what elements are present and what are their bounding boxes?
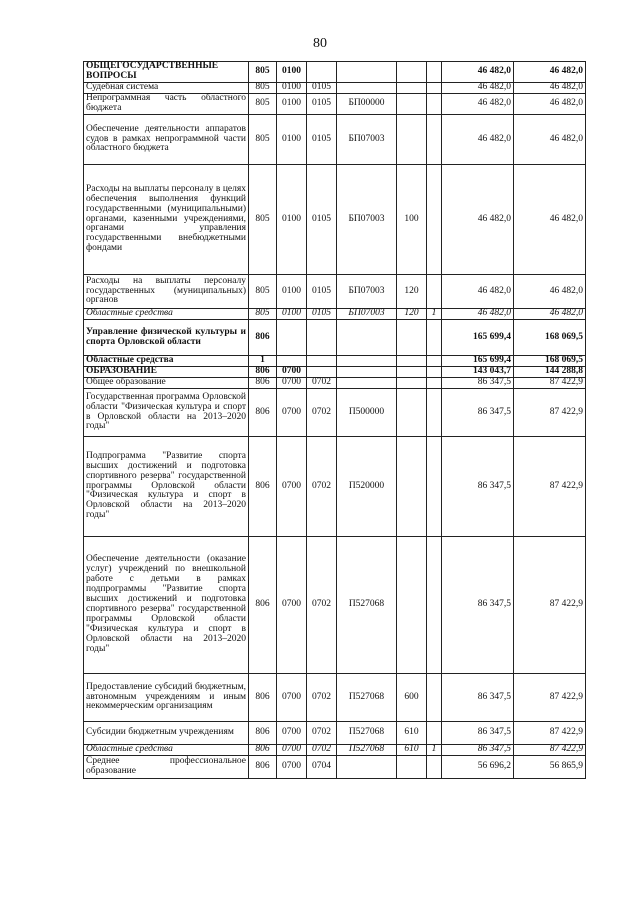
table-row (84, 275, 586, 309)
table-row (84, 367, 586, 378)
admin-code-cell: 806 (249, 378, 277, 389)
section-code-cell: 0100 (277, 275, 307, 309)
expense-type-cell: 610 (397, 722, 427, 745)
expense-type-cell (397, 389, 427, 437)
table-row (84, 537, 586, 674)
amount-year1-cell: 86 347,5 (442, 537, 514, 674)
admin-code-cell: 806 (249, 722, 277, 745)
admin-code-cell: 805 (249, 115, 277, 165)
subsection-code-cell: 0702 (307, 674, 337, 722)
table-row (84, 722, 586, 745)
amount-year2-cell: 46 482,0 (514, 165, 586, 275)
target-article-cell (337, 378, 397, 389)
funding-source-cell (427, 367, 442, 378)
amount-year1-cell: 143 043,7 (442, 367, 514, 378)
amount-year2-cell: 87 422,9 (514, 537, 586, 674)
section-code-cell: 0700 (277, 756, 307, 779)
table-row (84, 356, 586, 367)
amount-year2-cell: 87 422,9 (514, 745, 586, 756)
table-row (84, 320, 586, 356)
section-code-cell: 0700 (277, 722, 307, 745)
admin-code-cell: 806 (249, 537, 277, 674)
target-article-cell (337, 356, 397, 367)
subsection-code-cell (307, 367, 337, 378)
row-name-cell: Среднее профессиональное образование (84, 756, 249, 779)
admin-code-cell: 805 (249, 275, 277, 309)
expense-type-cell (397, 115, 427, 165)
expense-type-cell: 100 (397, 165, 427, 275)
funding-source-cell (427, 320, 442, 356)
target-article-cell: П527068 (337, 674, 397, 722)
expense-type-cell (397, 62, 427, 83)
subsection-code-cell: 0704 (307, 756, 337, 779)
row-name-cell: Непрограммная часть областного бюджета (84, 94, 249, 115)
subsection-code-cell: 0105 (307, 275, 337, 309)
budget-table (83, 61, 586, 779)
target-article-cell: БП07003 (337, 309, 397, 320)
subsection-code-cell: 0105 (307, 94, 337, 115)
funding-source-cell: 1 (427, 745, 442, 756)
funding-source-cell (427, 722, 442, 745)
amount-year1-cell: 86 347,5 (442, 722, 514, 745)
funding-source-cell: 1 (427, 309, 442, 320)
row-name-cell: Подпрограмма "Развитие спорта высших достижений и подготовка спортивного резерва" государственной программы Орловской области "Физическая культура и спорт в Орловской области на 2013–2020 годы" (84, 437, 249, 537)
table-body (84, 62, 586, 779)
admin-code-cell: 805 (249, 94, 277, 115)
expense-type-cell (397, 94, 427, 115)
section-code-cell: 0700 (277, 367, 307, 378)
expense-type-cell (397, 367, 427, 378)
section-code-cell: 0100 (277, 83, 307, 94)
target-article-cell (337, 62, 397, 83)
subsection-code-cell: 0702 (307, 537, 337, 674)
amount-year2-cell: 87 422,9 (514, 722, 586, 745)
funding-source-cell (427, 275, 442, 309)
amount-year1-cell: 86 347,5 (442, 437, 514, 537)
section-code-cell: 0700 (277, 537, 307, 674)
funding-source-cell (427, 94, 442, 115)
amount-year2-cell: 46 482,0 (514, 94, 586, 115)
row-name-cell: Государственная программа Орловской области "Физическая культура и спорт в Орловской области на 2013–2020 годы" (84, 389, 249, 437)
amount-year1-cell: 46 482,0 (442, 94, 514, 115)
admin-code-cell: 805 (249, 309, 277, 320)
amount-year2-cell: 87 422,9 (514, 674, 586, 722)
admin-code-cell: 805 (249, 165, 277, 275)
row-name-cell: Обеспечение деятельности аппаратов судов в рамках непрограммной части областного бюджета (84, 115, 249, 165)
table-row (84, 94, 586, 115)
table-row (84, 745, 586, 756)
row-name-cell: Управление физической культуры и спорта Орловской области (84, 320, 249, 356)
expense-type-cell (397, 356, 427, 367)
target-article-cell: П520000 (337, 437, 397, 537)
table-row (84, 62, 586, 83)
row-name-cell: Обеспечение деятельности (оказание услуг) учреждений по внешкольной работе с детьми в рамках подпрограммы "Развитие спорта высших достижений и подготовка спортивного резерва" государственной программы Орловской области "Физическая культура и спорт в Орловской области на 2013–2020 годы" (84, 537, 249, 674)
admin-code-cell: 806 (249, 437, 277, 537)
subsection-code-cell: 0105 (307, 165, 337, 275)
amount-year1-cell: 56 696,2 (442, 756, 514, 779)
amount-year2-cell: 46 482,0 (514, 62, 586, 83)
funding-source-cell (427, 756, 442, 779)
amount-year1-cell: 46 482,0 (442, 83, 514, 94)
section-code-cell: 0100 (277, 94, 307, 115)
section-code-cell: 0100 (277, 309, 307, 320)
expense-type-cell (397, 83, 427, 94)
amount-year2-cell: 46 482,0 (514, 115, 586, 165)
admin-code-cell: 1 (249, 356, 277, 367)
row-name-cell: Предоставление субсидий бюджетным, автономным учреждениям и иным некоммерческим организациям (84, 674, 249, 722)
target-article-cell: БП07003 (337, 275, 397, 309)
target-article-cell: БП07003 (337, 165, 397, 275)
table-row (84, 389, 586, 437)
expense-type-cell: 610 (397, 745, 427, 756)
amount-year2-cell: 56 865,9 (514, 756, 586, 779)
amount-year2-cell: 144 288,8 (514, 367, 586, 378)
amount-year1-cell: 46 482,0 (442, 275, 514, 309)
expense-type-cell (397, 320, 427, 356)
expense-type-cell (397, 378, 427, 389)
funding-source-cell (427, 62, 442, 83)
expense-type-cell: 120 (397, 309, 427, 320)
row-name-cell: Субсидии бюджетным учреждениям (84, 722, 249, 745)
target-article-cell (337, 756, 397, 779)
admin-code-cell: 806 (249, 674, 277, 722)
subsection-code-cell: 0105 (307, 309, 337, 320)
amount-year1-cell: 46 482,0 (442, 62, 514, 83)
section-code-cell: 0700 (277, 389, 307, 437)
admin-code-cell: 806 (249, 320, 277, 356)
row-name-cell: Расходы на выплаты персоналу в целях обеспечения выполнения функций государственными (муниципальными) органами, казенными учреждениями, органами управления государственными внебюджетными фондами (84, 165, 249, 275)
funding-source-cell (427, 389, 442, 437)
target-article-cell: П500000 (337, 389, 397, 437)
amount-year2-cell: 46 482,0 (514, 83, 586, 94)
admin-code-cell: 806 (249, 389, 277, 437)
expense-type-cell (397, 537, 427, 674)
target-article-cell (337, 83, 397, 94)
table-row (84, 115, 586, 165)
amount-year2-cell: 87 422,9 (514, 437, 586, 537)
expense-type-cell: 120 (397, 275, 427, 309)
amount-year2-cell: 168 069,5 (514, 356, 586, 367)
amount-year1-cell: 165 699,4 (442, 356, 514, 367)
row-name-cell: Судебная система (84, 83, 249, 94)
subsection-code-cell: 0702 (307, 437, 337, 537)
amount-year2-cell: 46 482,0 (514, 309, 586, 320)
subsection-code-cell (307, 356, 337, 367)
section-code-cell: 0700 (277, 745, 307, 756)
funding-source-cell (427, 356, 442, 367)
amount-year1-cell: 46 482,0 (442, 309, 514, 320)
subsection-code-cell (307, 62, 337, 83)
subsection-code-cell: 0702 (307, 378, 337, 389)
funding-source-cell (427, 378, 442, 389)
section-code-cell: 0100 (277, 165, 307, 275)
admin-code-cell: 806 (249, 367, 277, 378)
amount-year1-cell: 86 347,5 (442, 378, 514, 389)
amount-year2-cell: 168 069,5 (514, 320, 586, 356)
table-row (84, 309, 586, 320)
admin-code-cell: 806 (249, 745, 277, 756)
funding-source-cell (427, 165, 442, 275)
admin-code-cell: 806 (249, 756, 277, 779)
expense-type-cell: 600 (397, 674, 427, 722)
table-row (84, 165, 586, 275)
target-article-cell: П527068 (337, 745, 397, 756)
table-row (84, 83, 586, 94)
row-name-cell: ОБЩЕГОСУДАРСТВЕННЫЕ ВОПРОСЫ (84, 62, 249, 83)
table-row (84, 437, 586, 537)
section-code-cell: 0700 (277, 437, 307, 537)
row-name-cell: Областные средства (84, 745, 249, 756)
amount-year2-cell: 87 422,9 (514, 389, 586, 437)
amount-year1-cell: 46 482,0 (442, 165, 514, 275)
amount-year1-cell: 46 482,0 (442, 115, 514, 165)
target-article-cell: П527068 (337, 722, 397, 745)
target-article-cell (337, 367, 397, 378)
subsection-code-cell: 0702 (307, 389, 337, 437)
row-name-cell: Общее образование (84, 378, 249, 389)
target-article-cell (337, 320, 397, 356)
section-code-cell: 0100 (277, 115, 307, 165)
funding-source-cell (427, 115, 442, 165)
row-name-cell: Расходы на выплаты персоналу государственных (муниципальных) органов (84, 275, 249, 309)
row-name-cell: Областные средства (84, 356, 249, 367)
funding-source-cell (427, 437, 442, 537)
section-code-cell: 0100 (277, 62, 307, 83)
subsection-code-cell (307, 320, 337, 356)
amount-year1-cell: 86 347,5 (442, 745, 514, 756)
expense-type-cell (397, 756, 427, 779)
expense-type-cell (397, 437, 427, 537)
amount-year2-cell: 46 482,0 (514, 275, 586, 309)
admin-code-cell: 805 (249, 62, 277, 83)
subsection-code-cell: 0702 (307, 722, 337, 745)
amount-year1-cell: 86 347,5 (442, 389, 514, 437)
section-code-cell: 0700 (277, 674, 307, 722)
funding-source-cell (427, 83, 442, 94)
funding-source-cell (427, 674, 442, 722)
row-name-cell: ОБРАЗОВАНИЕ (84, 367, 249, 378)
page-number: 80 (313, 36, 327, 51)
amount-year1-cell: 165 699,4 (442, 320, 514, 356)
table-row (84, 756, 586, 779)
table-row (84, 674, 586, 722)
admin-code-cell: 805 (249, 83, 277, 94)
section-code-cell: 0700 (277, 378, 307, 389)
funding-source-cell (427, 537, 442, 674)
amount-year1-cell: 86 347,5 (442, 674, 514, 722)
target-article-cell: БП07003 (337, 115, 397, 165)
section-code-cell (277, 356, 307, 367)
subsection-code-cell: 0105 (307, 83, 337, 94)
target-article-cell: П527068 (337, 537, 397, 674)
target-article-cell: БП00000 (337, 94, 397, 115)
amount-year2-cell: 87 422,9 (514, 378, 586, 389)
subsection-code-cell: 0702 (307, 745, 337, 756)
table-row (84, 378, 586, 389)
subsection-code-cell: 0105 (307, 115, 337, 165)
row-name-cell: Областные средства (84, 309, 249, 320)
section-code-cell (277, 320, 307, 356)
